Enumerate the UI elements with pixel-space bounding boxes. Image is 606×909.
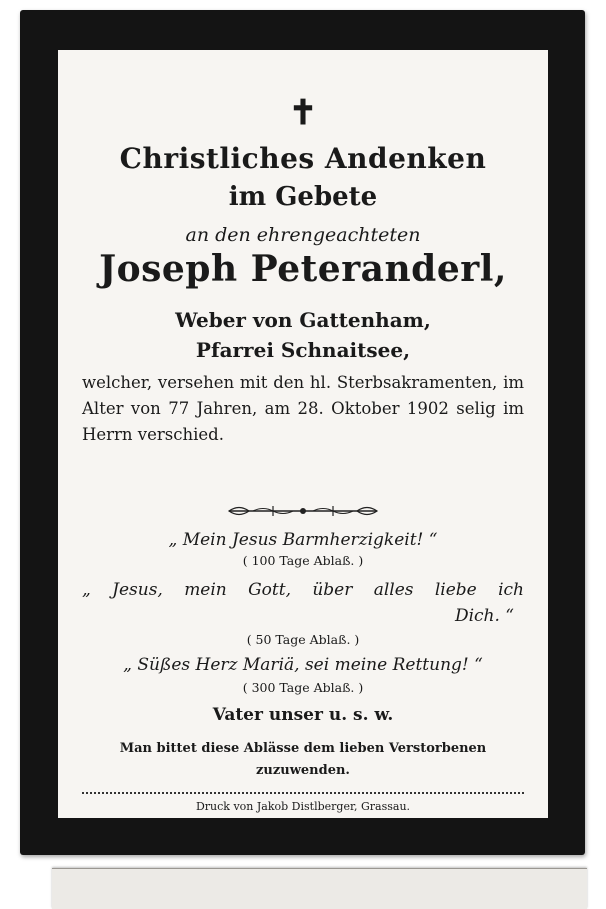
closing-prayer: Vater unser u. s. w. bbox=[212, 705, 394, 725]
card-paper bbox=[58, 50, 548, 818]
second-card-edge bbox=[52, 868, 587, 909]
heading-line-1: Christliches Andenken bbox=[119, 142, 487, 175]
intro-text: an den ehrengeachteten bbox=[185, 224, 421, 246]
ornament-divider-icon bbox=[223, 504, 383, 518]
deceased-name: Joseph Peteranderl, bbox=[99, 248, 507, 290]
heading-line-2: im Gebete bbox=[228, 182, 378, 212]
prayer-2-line-2: Dich. “ bbox=[454, 606, 514, 626]
cross-icon: ✝ bbox=[288, 93, 318, 133]
indulgence-3: ( 300 Tage Ablaß. ) bbox=[242, 680, 364, 695]
indulgence-2: ( 50 Tage Ablaß. ) bbox=[246, 632, 360, 647]
dotted-divider bbox=[82, 792, 524, 794]
prayer-3: „ Süßes Herz Mariä, sei meine Rettung! “ bbox=[123, 655, 483, 675]
parish-text: Pfarrei Schnaitsee, bbox=[195, 338, 411, 362]
indulgence-1: ( 100 Tage Ablaß. ) bbox=[242, 553, 364, 568]
prayer-2-line-1: „ Jesus, mein Gott, über alles liebe ich bbox=[82, 580, 524, 600]
memorial-card bbox=[20, 10, 585, 855]
request-text: Man bittet diese Ablässe dem lieben Verstorbenen zuzuwenden. bbox=[119, 741, 487, 778]
printer-credit: Druck von Jakob Distlberger, Grassau. bbox=[195, 800, 411, 813]
death-notice-text: welcher, versehen mit den hl. Sterbsakramenten, im Alter von 77 Jahren, am 28. Oktober 1902 selig im Herrn verschied. bbox=[82, 373, 524, 444]
occupation-text: Weber von Gattenham, bbox=[175, 308, 431, 332]
prayer-1: „ Mein Jesus Barmherzigkeit! “ bbox=[168, 530, 438, 550]
